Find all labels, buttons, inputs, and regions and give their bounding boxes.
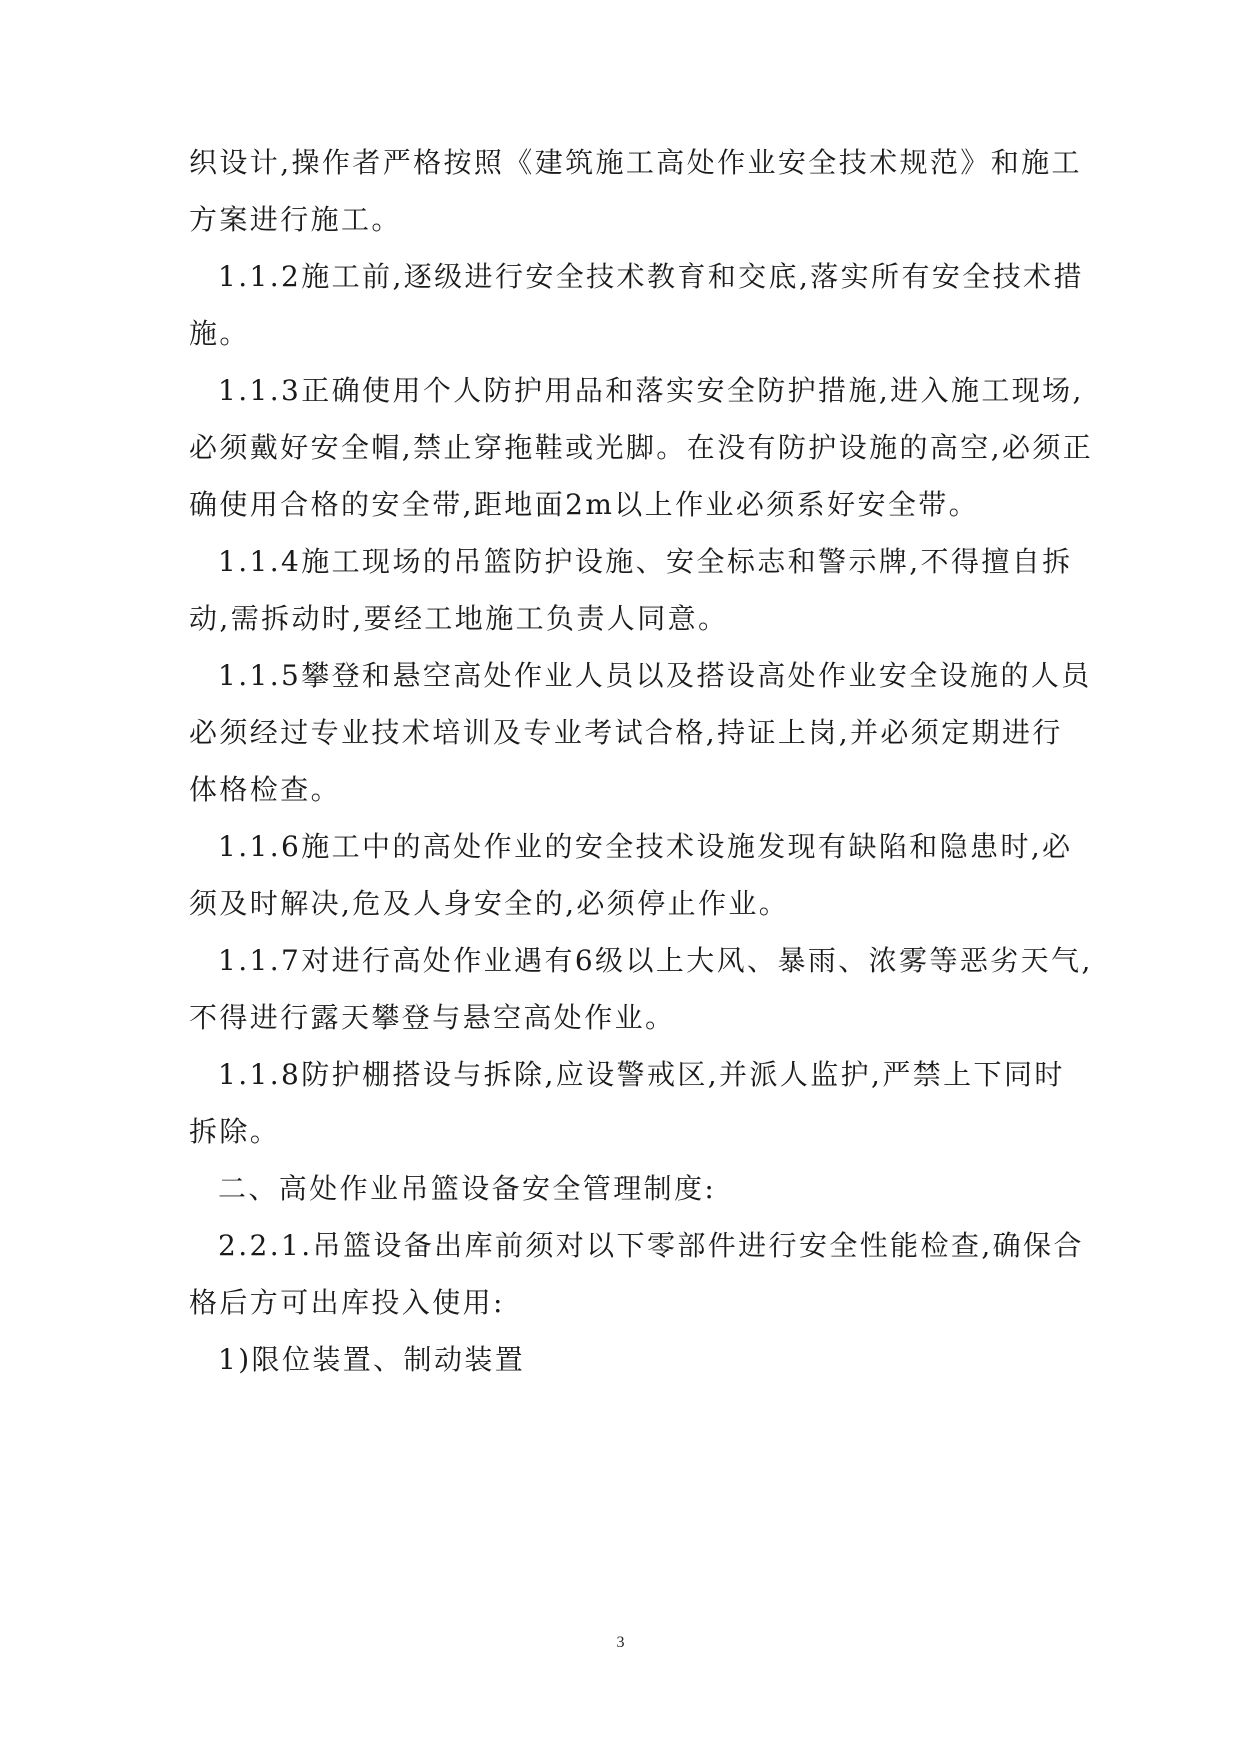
text-line: 织设计,操作者严格按照《建筑施工高处作业安全技术规范》和施工 <box>189 146 1082 179</box>
text-line: 体格检查。 <box>189 773 342 806</box>
text-line: 动,需拆动时,要经工地施工负责人同意。 <box>189 602 729 635</box>
text-line: 必须戴好安全帽,禁止穿拖鞋或光脚。在没有防护设施的高空,必须正 <box>189 431 1094 464</box>
text-line: 1.1.2施工前,逐级进行安全技术教育和交底,落实所有安全技术措 <box>218 260 1084 293</box>
text-line: 1.1.6施工中的高处作业的安全技术设施发现有缺陷和隐患时,必 <box>218 830 1073 863</box>
text-line: 1.1.5攀登和悬空高处作业人员以及搭设高处作业安全设施的人员 <box>218 659 1092 692</box>
text-line: 方案进行施工。 <box>189 203 402 236</box>
text-line: 1.1.7对进行高处作业遇有6级以上大风、暴雨、浓雾等恶劣天气, <box>218 944 1093 977</box>
text-line: 1)限位装置、制动装置 <box>218 1343 526 1376</box>
page-number: 3 <box>616 1634 625 1651</box>
text-line: 2.2.1.吊篮设备出库前须对以下零部件进行安全性能检查,确保合 <box>218 1229 1084 1262</box>
text-line: 1.1.4施工现场的吊篮防护设施、安全标志和警示牌,不得擅自拆 <box>218 545 1073 578</box>
text-line: 确使用合格的安全带,距地面2m以上作业必须系好安全带。 <box>189 488 980 521</box>
text-line: 不得进行露天攀登与悬空高处作业。 <box>189 1001 676 1034</box>
text-line: 必须经过专业技术培训及专业考试合格,持证上岗,并必须定期进行 <box>189 716 1063 749</box>
text-line: 1.1.3正确使用个人防护用品和落实安全防护措施,进入施工现场, <box>218 374 1084 407</box>
text-line: 格后方可出库投入使用: <box>189 1286 505 1319</box>
text-line: 须及时解决,危及人身安全的,必须停止作业。 <box>189 887 790 920</box>
text-line: 拆除。 <box>189 1115 281 1148</box>
text-line: 1.1.8防护棚搭设与拆除,应设警戒区,并派人监护,严禁上下同时 <box>218 1058 1065 1091</box>
section-heading: 二、高处作业吊篮设备安全管理制度: <box>218 1172 717 1205</box>
text-line: 施。 <box>189 317 250 350</box>
